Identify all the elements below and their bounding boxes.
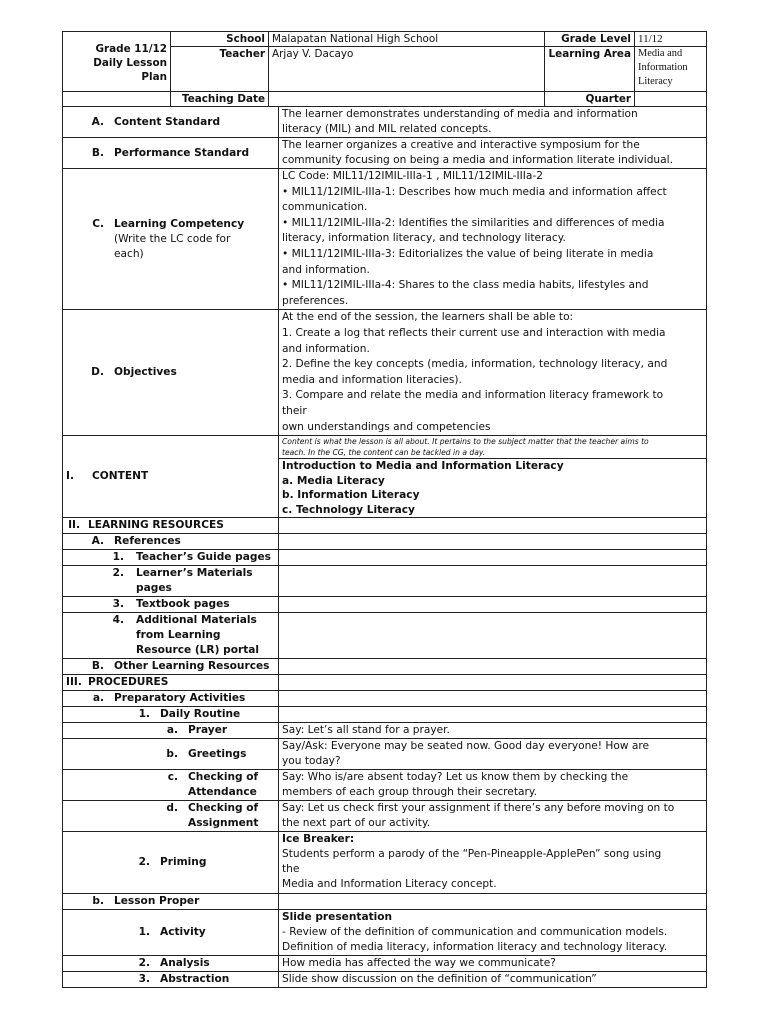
analysis-label: Analysis xyxy=(160,957,210,970)
routine-item-label: Greetings xyxy=(188,747,247,760)
text-line: The learner demonstrates understanding of media and information xyxy=(282,108,638,120)
header-table xyxy=(62,31,707,107)
text-line: At the end of the session, the learners shall be able to: xyxy=(282,311,574,324)
daily-routine-row xyxy=(63,707,707,723)
resource-item-num: 1. xyxy=(112,551,124,564)
plan-title xyxy=(63,32,171,92)
preparatory-num: a. xyxy=(92,692,104,705)
learning-area-line3: Literacy xyxy=(638,76,673,87)
topic-line: Introduction to Media and Information Literacy xyxy=(282,460,564,473)
learning-resources-label: LEARNING RESOURCES xyxy=(88,519,224,532)
resource-item-num: 4. xyxy=(112,614,124,627)
resource-item-row xyxy=(63,597,707,613)
performance-standard-num: B. xyxy=(91,146,104,159)
priming-label: Priming xyxy=(160,856,207,869)
learning-competency-row xyxy=(63,169,707,310)
lesson-proper-row xyxy=(63,894,707,910)
text-line: The learner organizes a creative and interactive symposium for the xyxy=(282,139,640,151)
content-standard-text xyxy=(279,107,707,138)
routine-item-label: Checking of xyxy=(188,802,259,815)
note-line: Content is what the lesson is all about. It pertains to the subject matter that the teacher aims to xyxy=(282,437,649,447)
learning-area-line2: Information xyxy=(638,62,688,73)
lesson-plan-document xyxy=(62,31,706,988)
text-line: community focusing on being a media and information literate individual. xyxy=(282,154,673,166)
objectives-text xyxy=(279,310,707,436)
text-line: literacy, information literacy, and technology literacy. xyxy=(282,232,566,245)
preparatory-row xyxy=(63,691,707,707)
topic-line: a. Media Literacy xyxy=(282,474,385,487)
resource-item-num: 3. xyxy=(112,598,124,611)
text-line: • MIL11/12IMIL-IIIa-3: Editorializes the value of being literate in media xyxy=(282,247,654,260)
school-value: Malapatan National High School xyxy=(269,32,545,47)
lesson-table xyxy=(62,106,707,988)
routine-item-row xyxy=(63,801,707,832)
text-line: and information. xyxy=(282,342,370,355)
learning-competency-hint-2: each) xyxy=(114,247,144,260)
text-line: Say: Let us check first your assignment if there’s any before moving on to xyxy=(282,802,675,815)
learning-area-line1: Media and xyxy=(638,48,683,59)
resource-item-row xyxy=(63,550,707,566)
content-label: CONTENT xyxy=(92,470,149,483)
learning-competency-num: C. xyxy=(92,217,104,230)
note-line: teach. In the CG, the content can be tackled in a day. xyxy=(282,448,486,458)
text-line: preferences. xyxy=(282,294,349,307)
text-line: members of each group through their secretary. xyxy=(282,786,537,799)
grade-level-value: 11/12 xyxy=(635,32,707,47)
text-line: and information. xyxy=(282,263,370,276)
learning-competency-text xyxy=(279,169,707,310)
topic-line: b. Information Literacy xyxy=(282,489,420,502)
text-line: you today? xyxy=(282,755,341,768)
learning-competency-label: Learning Competency xyxy=(114,217,245,230)
routine-item-num: a. xyxy=(166,724,178,737)
teaching-date-spacer xyxy=(63,92,171,107)
procedures-num: III. xyxy=(66,676,82,689)
routine-item-label: Assignment xyxy=(188,817,259,830)
grade-level-label: Grade Level xyxy=(545,32,635,47)
resource-item-num: 2. xyxy=(112,567,124,580)
text-line: literacy (MIL) and MIL related concepts. xyxy=(282,123,492,135)
analysis-text: How media has affected the way we communicate? xyxy=(279,956,707,972)
performance-standard-row xyxy=(63,138,707,169)
routine-item-num: c. xyxy=(167,771,178,784)
abstraction-num: 3. xyxy=(138,973,150,986)
text-line: • MIL11/12IMIL-IIIa-4: Shares to the class media habits, lifestyles and xyxy=(282,279,649,292)
references-row xyxy=(63,534,707,550)
text-line: Say/Ask: Everyone may be seated now. Good day everyone! How are xyxy=(282,740,650,753)
activity-row xyxy=(63,910,707,956)
learning-resources-num: II. xyxy=(68,519,80,532)
text-line: their xyxy=(282,404,307,417)
text-line: the xyxy=(282,863,300,876)
text-line: Media and Information Literacy concept. xyxy=(282,878,497,891)
preparatory-label: Preparatory Activities xyxy=(114,692,246,705)
content-note-row xyxy=(63,436,707,459)
activity-heading: Slide presentation xyxy=(282,911,393,924)
school-label: School xyxy=(171,32,269,47)
teacher-value: Arjay V. Dacayo xyxy=(269,47,545,92)
plan-title-line3: Plan xyxy=(141,70,167,83)
content-note xyxy=(279,436,707,459)
objectives-num: D. xyxy=(91,366,104,379)
text-line: Say: Let’s all stand for a prayer. xyxy=(282,724,450,737)
teaching-date-label: Teaching Date xyxy=(171,92,269,107)
resource-item-label: Learner’s Materials xyxy=(136,567,253,580)
learning-area-value xyxy=(635,47,707,92)
performance-standard-label: Performance Standard xyxy=(114,146,250,159)
other-resources-num: B. xyxy=(91,660,104,673)
content-topics xyxy=(279,459,707,518)
priming-row xyxy=(63,832,707,894)
activity-label: Activity xyxy=(160,926,206,939)
text-line: Definition of media literacy, information literacy and technology literacy. xyxy=(282,941,668,954)
text-line: • MIL11/12IMIL-IIIa-1: Describes how much media and information affect xyxy=(282,185,667,198)
procedures-row xyxy=(63,675,707,691)
priming-heading: Ice Breaker: xyxy=(282,833,355,846)
resource-item-label: pages xyxy=(136,582,172,595)
lesson-proper-label: Lesson Proper xyxy=(114,895,200,908)
resource-item-label: from Learning xyxy=(136,629,221,642)
text-line: media and information literacies). xyxy=(282,373,462,386)
teacher-label: Teacher xyxy=(171,47,269,92)
text-line: - Review of the definition of communication and communication models. xyxy=(282,926,668,939)
routine-item-label: Prayer xyxy=(188,724,228,737)
routine-item-row xyxy=(63,739,707,770)
resource-item-row xyxy=(63,566,707,597)
resource-item-row xyxy=(63,613,707,659)
routine-item-row xyxy=(63,723,707,739)
learning-area-label: Learning Area xyxy=(545,47,635,92)
text-line: 2. Define the key concepts (media, information, technology literacy, and xyxy=(282,358,668,371)
resource-item-label: Textbook pages xyxy=(136,598,230,611)
topic-line: c. Technology Literacy xyxy=(282,503,415,516)
routine-item-num: d. xyxy=(166,802,178,815)
resource-item-label: Additional Materials xyxy=(136,614,257,627)
other-resources-label: Other Learning Resources xyxy=(114,660,270,673)
plan-title-line2: Daily Lesson xyxy=(93,56,167,69)
text-line: LC Code: MIL11/12IMIL-IIIa-1 , MIL11/12IMIL-IIIa-2 xyxy=(282,170,543,182)
teaching-date-value xyxy=(269,92,545,107)
procedures-label: PROCEDURES xyxy=(88,676,169,689)
text-line: own understandings and competencies xyxy=(282,420,491,433)
learning-competency-hint: (Write the LC code for xyxy=(114,232,231,245)
text-line: Say: Who is/are absent today? Let us know them by checking the xyxy=(282,771,629,784)
activity-num: 1. xyxy=(138,926,150,939)
objectives-label: Objectives xyxy=(114,366,177,379)
routine-item-num: b. xyxy=(166,747,178,760)
performance-standard-text xyxy=(279,138,707,169)
text-line: communication. xyxy=(282,201,368,214)
objectives-row xyxy=(63,310,707,436)
resource-item-label: Teacher’s Guide pages xyxy=(136,551,271,564)
text-line: the next part of our activity. xyxy=(282,817,431,830)
abstraction-row xyxy=(63,972,707,988)
quarter-label: Quarter xyxy=(545,92,635,107)
text-line: 1. Create a log that reflects their current use and interaction with media xyxy=(282,326,666,339)
text-line: 3. Compare and relate the media and information literacy framework to xyxy=(282,389,664,402)
daily-routine-num: 1. xyxy=(138,708,150,721)
analysis-num: 2. xyxy=(138,957,150,970)
lesson-proper-num: b. xyxy=(92,895,104,908)
abstraction-text: Slide show discussion on the definition of “communication” xyxy=(279,972,707,988)
text-line: Students perform a parody of the “Pen-Pineapple-ApplePen” song using xyxy=(282,848,662,861)
learning-resources-row xyxy=(63,518,707,534)
routine-item-label: Attendance xyxy=(188,786,257,799)
resource-item-label: Resource (LR) portal xyxy=(136,644,260,657)
content-standard-label: Content Standard xyxy=(114,115,221,128)
content-standard-num: A. xyxy=(91,115,104,128)
routine-item-row xyxy=(63,770,707,801)
abstraction-label: Abstraction xyxy=(160,973,230,986)
references-label: References xyxy=(114,535,181,548)
other-resources-row xyxy=(63,659,707,675)
references-num: A. xyxy=(91,535,104,548)
priming-num: 2. xyxy=(138,856,150,869)
plan-title-line1: Grade 11/12 xyxy=(95,42,167,55)
content-standard-row xyxy=(63,107,707,138)
analysis-row xyxy=(63,956,707,972)
daily-routine-label: Daily Routine xyxy=(160,708,241,721)
quarter-value xyxy=(635,92,707,107)
routine-item-label: Checking of xyxy=(188,771,259,784)
text-line: • MIL11/12IMIL-IIIa-2: Identifies the similarities and differences of media xyxy=(282,216,665,229)
content-num: I. xyxy=(66,470,74,483)
